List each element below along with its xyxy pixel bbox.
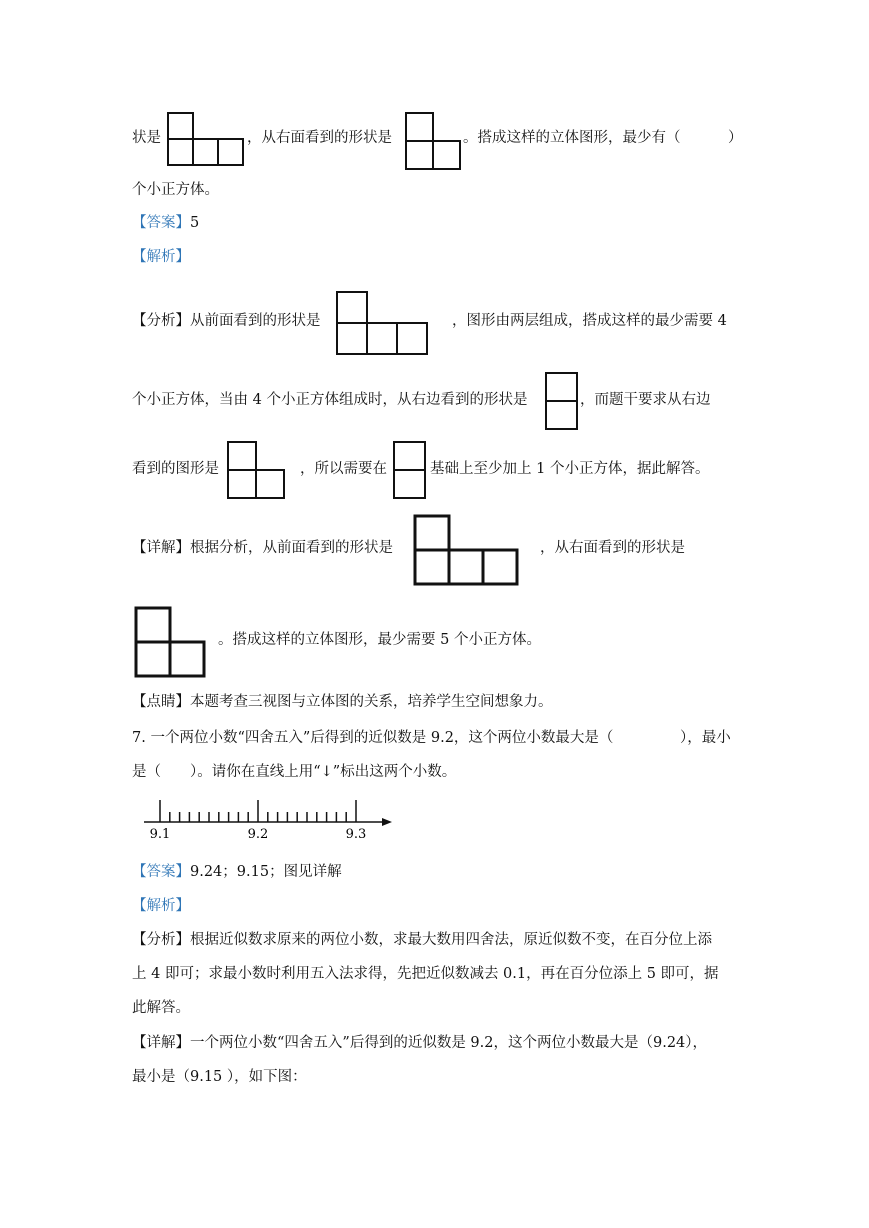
fenxi-required-view-svg (227, 441, 287, 499)
q7-line1-a: 7. 一个两位小数“四舍五入”后得到的近似数是 9.2，这个两位小数最大是（ (132, 730, 614, 746)
fenxi-base-column-svg (393, 441, 427, 499)
q6-answer-label: 【答案】 (132, 215, 190, 231)
q6-xiangjie-b: ，从右面看到的形状是 (540, 540, 685, 556)
number-line-label-9-1: 9.1 (149, 827, 171, 842)
q6-fenxi-line1 (132, 311, 321, 331)
q7-answer-value: 9.24；9.15；图见详解 (190, 864, 342, 880)
fenxi-base-column (393, 441, 427, 499)
q6-fenxi-b: ，图形由两层组成，搭成这样的最少需要 4 (452, 313, 727, 329)
q7-answer-label: 【答案】 (132, 864, 190, 880)
q7-analysis-label: 【解析】 (132, 898, 190, 914)
q7-fenxi-2: 上 4 即可；求最小数时利用五入法求得，先把近似数减去 0.1，再在百分位添上 5 即可，据 (132, 966, 719, 982)
q6-dianjing-label: 【点睛】 (132, 694, 190, 710)
number-line-label-9-2: 9.2 (247, 827, 269, 842)
q7-xiangjie-2: 最小是（9.15 ），如下图： (132, 1069, 307, 1085)
q7-xiangjie-line1 (132, 1033, 707, 1053)
fenxi-right-column-svg (545, 372, 579, 430)
q6-fenxi-label: 【分析】 (132, 313, 190, 329)
front-view-shape-svg (167, 112, 245, 166)
q6-xiangjie-a: 根据分析，从前面看到的形状是 (190, 540, 393, 556)
q6-answer (132, 213, 199, 233)
q6-line2: 个小正方体。 (132, 182, 219, 198)
xiangjie-right-view-svg (134, 606, 208, 678)
q6-fenxi-c: 个小正方体，当由 4 个小正方体组成时，从右边看到的形状是 (132, 392, 528, 408)
q6-xiangjie-label: 【详解】 (132, 540, 190, 556)
front-view-shape (167, 112, 245, 166)
q7-xiangjie-1: 一个两位小数“四舍五入”后得到的近似数是 9.2，这个两位小数最大是（9.24）， (190, 1035, 708, 1051)
fenxi-required-view-shape (227, 441, 287, 499)
q7-fenxi-label: 【分析】 (132, 932, 190, 948)
q6-fenxi-d: ，而题干要求从右边 (580, 392, 711, 408)
q6-line1-paren-close: ） (728, 130, 743, 146)
q7-xiangjie-label: 【详解】 (132, 1035, 190, 1051)
q6-fenxi-f: ，所以需要在 (300, 461, 387, 477)
q7-fenxi-line1 (132, 930, 712, 950)
fenxi-front-view-shape (336, 291, 430, 355)
q6-fenxi-g: 基础上至少加上 1 个小正方体，据此解答。 (430, 461, 710, 477)
q6-line1-c: 。搭成这样的立体图形，最少有（ (463, 130, 681, 146)
q6-fenxi-a: 从前面看到的形状是 (190, 313, 321, 329)
q6-analysis-label: 【解析】 (132, 249, 190, 265)
fenxi-right-view-column (545, 372, 579, 430)
q6-line1 (132, 128, 161, 148)
number-line-svg (140, 796, 400, 844)
q6-xiangjie-c: 。搭成这样的立体图形，最少需要 5 个小正方体。 (218, 632, 541, 648)
q6-answer-value: 5 (190, 215, 200, 231)
q7-line1 (132, 728, 613, 748)
right-view-shape (405, 112, 463, 170)
q7-answer (132, 862, 342, 882)
xiangjie-right-view-shape (134, 606, 208, 678)
right-view-shape-svg (405, 112, 463, 170)
q7-line1-b: ），最小 (680, 730, 731, 746)
q7-line2: 是（ ）。请你在直线上用“↓”标出这两个小数。 (132, 764, 457, 780)
q7-fenxi-3: 此解答。 (132, 1000, 190, 1016)
q6-line1-b: ，从右面看到的形状是 (247, 130, 392, 146)
number-line (140, 796, 400, 844)
number-line-label-9-3: 9.3 (345, 827, 367, 842)
q7-fenxi-1: 根据近似数求原来的两位小数，求最大数用四舍法，原近似数不变，在百分位上添 (190, 932, 712, 948)
q6-xiangjie-line (132, 538, 393, 558)
q6-dianjing-text: 本题考查三视图与立体图的关系，培养学生空间想象力。 (190, 694, 553, 710)
fenxi-front-view-svg (336, 291, 430, 355)
q6-dianjing (132, 692, 553, 712)
q6-fenxi-e: 看到的图形是 (132, 461, 219, 477)
number-line-arrow (382, 818, 392, 826)
xiangjie-front-view-shape (413, 514, 521, 586)
q6-line1-a: 状是 (132, 130, 161, 146)
xiangjie-front-view-svg (413, 514, 521, 586)
